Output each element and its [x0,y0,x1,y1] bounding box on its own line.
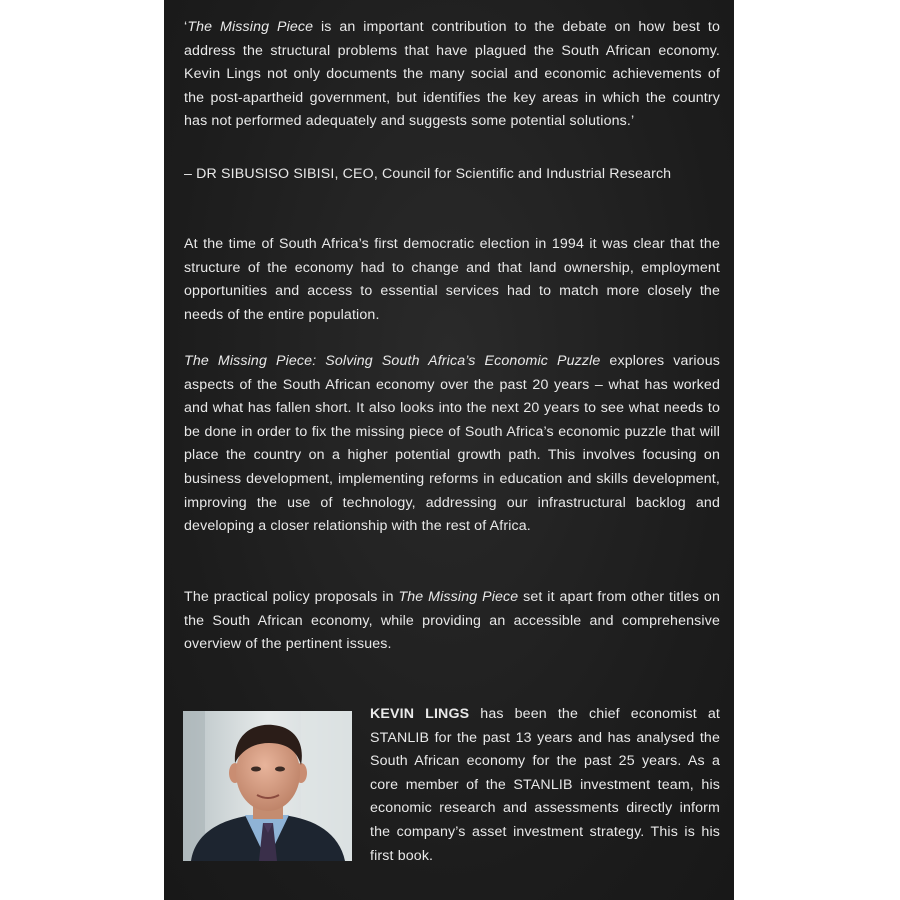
attribution-role: , CEO, Council for Scientific and Industrial Research [334,166,672,182]
blurb-paragraph-1: At the time of South Africa’s first democratic election in 1994 it was clear that the structure of the economy had to change and that land ownership, employment opportunities and access to essential services had to match more closely the needs of the entire population. [184,236,720,323]
para3-book-title: The Missing Piece [398,589,519,605]
author-bio-text: has been the chief economist at STANLIB for the past 13 years and has analysed the South African economy for the past 25 years. As a core member of the STANLIB investment team, his economic research and assessments directly inform the company’s asset investment strategy. This is his first book. [370,706,720,864]
author-photo [183,711,352,861]
full-book-title: The Missing Piece: Solving South Africa’s Economic Puzzle [184,353,601,369]
quote-text: is an important contribution to the debate on how best to address the structural problems that have plagued the South African economy. Kevin Lings not only documents the many social and economic achievements of the post-apartheid government, but identifies the key areas in which the country has not performed adequately and suggests some potential solutions. [184,19,720,130]
author-name: KEVIN LINGS [370,706,470,722]
blurb-paragraph-2 [184,350,720,539]
author-bio [370,703,720,868]
blurb-paragraph-2-text: explores various aspects of the South African economy over the past 20 years – what has worked and what has fallen short. It also looks into the next 20 years to see what needs to be done in order to fix the missing piece of South Africa’s economic puzzle that will place the country on a higher potential growth path. This involves focusing on business development, implementing reforms in education and skills development, improving the use of technology, addressing our infrastructural backlog and developing a closer relationship with the rest of Africa. [184,353,720,535]
blurb-paragraph-3 [184,586,720,657]
quote-attribution [184,163,724,187]
book-back-cover [164,0,734,900]
quote-book-title: The Missing Piece [187,19,314,35]
blurb-paragraph-3-start: The practical policy proposals in [184,589,399,605]
endorsement-quote: ‘The Missing Piece is an important contribution to the debate on how best to address the structural problems that have plagued the South African economy. Kevin Lings not only documents the many social and economic achievements of the post-apartheid government, but identifies the key areas in which the country has not performed adequately and suggests some potential solutions.’ [184,19,720,130]
attribution-name: – DR SIBUSISO SIBISI [184,166,335,182]
blurb-paragraph-3-end: set it apart from other titles on the South African economy, while providing an accessible and comprehensive overview of the pertinent issues. [184,589,720,653]
